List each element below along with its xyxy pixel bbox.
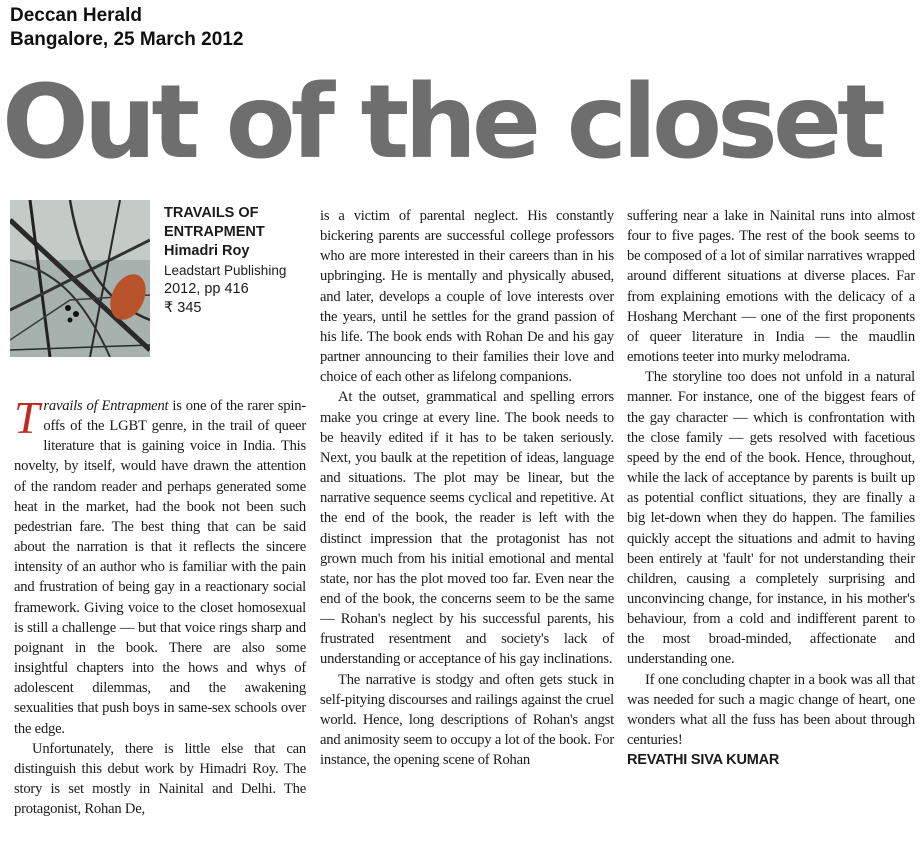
paragraph-text: is one of the rarer spin-offs of the LGBT genre, in the trail of queer literature that is gaining voice in India. This novelty, by itself, would have drawn the attention of the random reader and perhaps generated some heat in the market, had the book not been such pedestrian fare. The best thing that can be said about the narration is that it reflects the sincere intensity of an author who is familiar with the pain and frustration of being gay in a reactionary social framework. Giving voice to the closet homosexual is still a challenge — but that voice rings sharp and poignant in the book. There are also some insightful chapters into the hows and whys of adolescent dilemmas, and the awakening sexualities that push boys in same-sex schools over the edge. — [14, 398, 306, 737]
dateline: Bangalore, 25 March 2012 — [10, 29, 244, 50]
book-cover-illustration — [10, 200, 150, 357]
article-paragraph: is a victim of parental neglect. His constantly bickering parents are successful college professors who are more interested in their careers than in his upbringing. He is mentally and physically abused, and later, develops a couple of love interests over the years, until he settles for the grand passion of his life. The book ends with Rohan De and his gay partner announcing to their families their love and choice of each other as lifelong companions. — [320, 208, 614, 386]
book-cover-image — [10, 200, 150, 357]
article-paragraph — [14, 392, 306, 739]
book-year-pages: 2012, pp 416 — [164, 281, 249, 297]
drop-cap: T — [14, 392, 40, 443]
book-price: ₹ 345 — [164, 300, 202, 316]
book-title-line1: TRAVAILS OF — [164, 205, 259, 221]
book-title-line2: ENTRAPMENT — [164, 224, 265, 240]
article-column-1 — [14, 392, 306, 819]
article-column-2 — [320, 206, 614, 770]
article-paragraph: At the outset, grammatical and spelling errors make you cringe at every line. The book needs to be heavily edited if it has to be taken seriously. Next, you baulk at the repetition of ideas, language and situations. The plot may be linear, but the narrative sequence seems cyclical and repetitive. At the end of the book, the reader is left with the distinct impression that the protagonist has not grown much from his initial emotional and mental state, nor has the plot moved too far. Even near the end of the book, the concerns seem to be the same — Rohan's neglect by his successful parents, his frustrated resentment and society's lack of understanding or acceptance of his gay inclinations. — [320, 389, 614, 668]
book-info — [164, 204, 314, 318]
article-paragraph: The storyline too does not unfold in a natural manner. For instance, one of the biggest fears of the gay character — which is confrontation with the close family — gets resolved with facetious speed by the end of the book. Hence, throughout, while the lack of acceptance by parents is built up as potential conflict situations, they are finally a big let-down when they do happen. The families quickly accept the situations and admit to having been entirely at 'fault' for not understanding their children, causing a completely surprising and unconvincing change, for instance, in his mother's behaviour, from a cold and indifferent parent to the most broad-minded, affectionate and understanding one. — [627, 369, 915, 668]
book-publisher: Leadstart Publishing — [164, 263, 287, 278]
article-paragraph: If one concluding chapter in a book was all that was needed for such a magic change of heart, one wonders what all the fuss has been about through centuries! — [627, 671, 915, 749]
article-paragraph: Unfortunately, there is little else that can distinguish this debut work by Himadri Roy. The story is set mostly in Nainital and Delhi. The protagonist, Rohan De, — [14, 740, 306, 818]
article-paragraph: The narrative is stodgy and often gets stuck in self-pitying discourses and railings against the cruel world. Hence, long descriptions of Rohan's angst and animosity seem to occupy a lot of the book. For instance, the opening scene of Rohan — [320, 671, 614, 769]
book-author: Himadri Roy — [164, 243, 250, 259]
headline: Out of the closet — [2, 63, 881, 182]
newspaper-name: Deccan Herald — [10, 5, 143, 26]
byline: REVATHI SIVA KUMAR — [627, 752, 780, 769]
masthead — [10, 4, 243, 52]
article-paragraph: suffering near a lake in Nainital runs into almost four to five pages. The rest of the book seems to be composed of a lot of similar narratives wrapped around different situations at diverse places. Far from explaining emotions with the delicacy of a Hoshang Merchant — one of the first proponents of queer literature in India — the maudlin emotions teeter into murky melodrama. — [627, 208, 915, 366]
book-title-italic: ravails of Entrapment — [43, 398, 169, 414]
article-column-3 — [627, 206, 915, 770]
